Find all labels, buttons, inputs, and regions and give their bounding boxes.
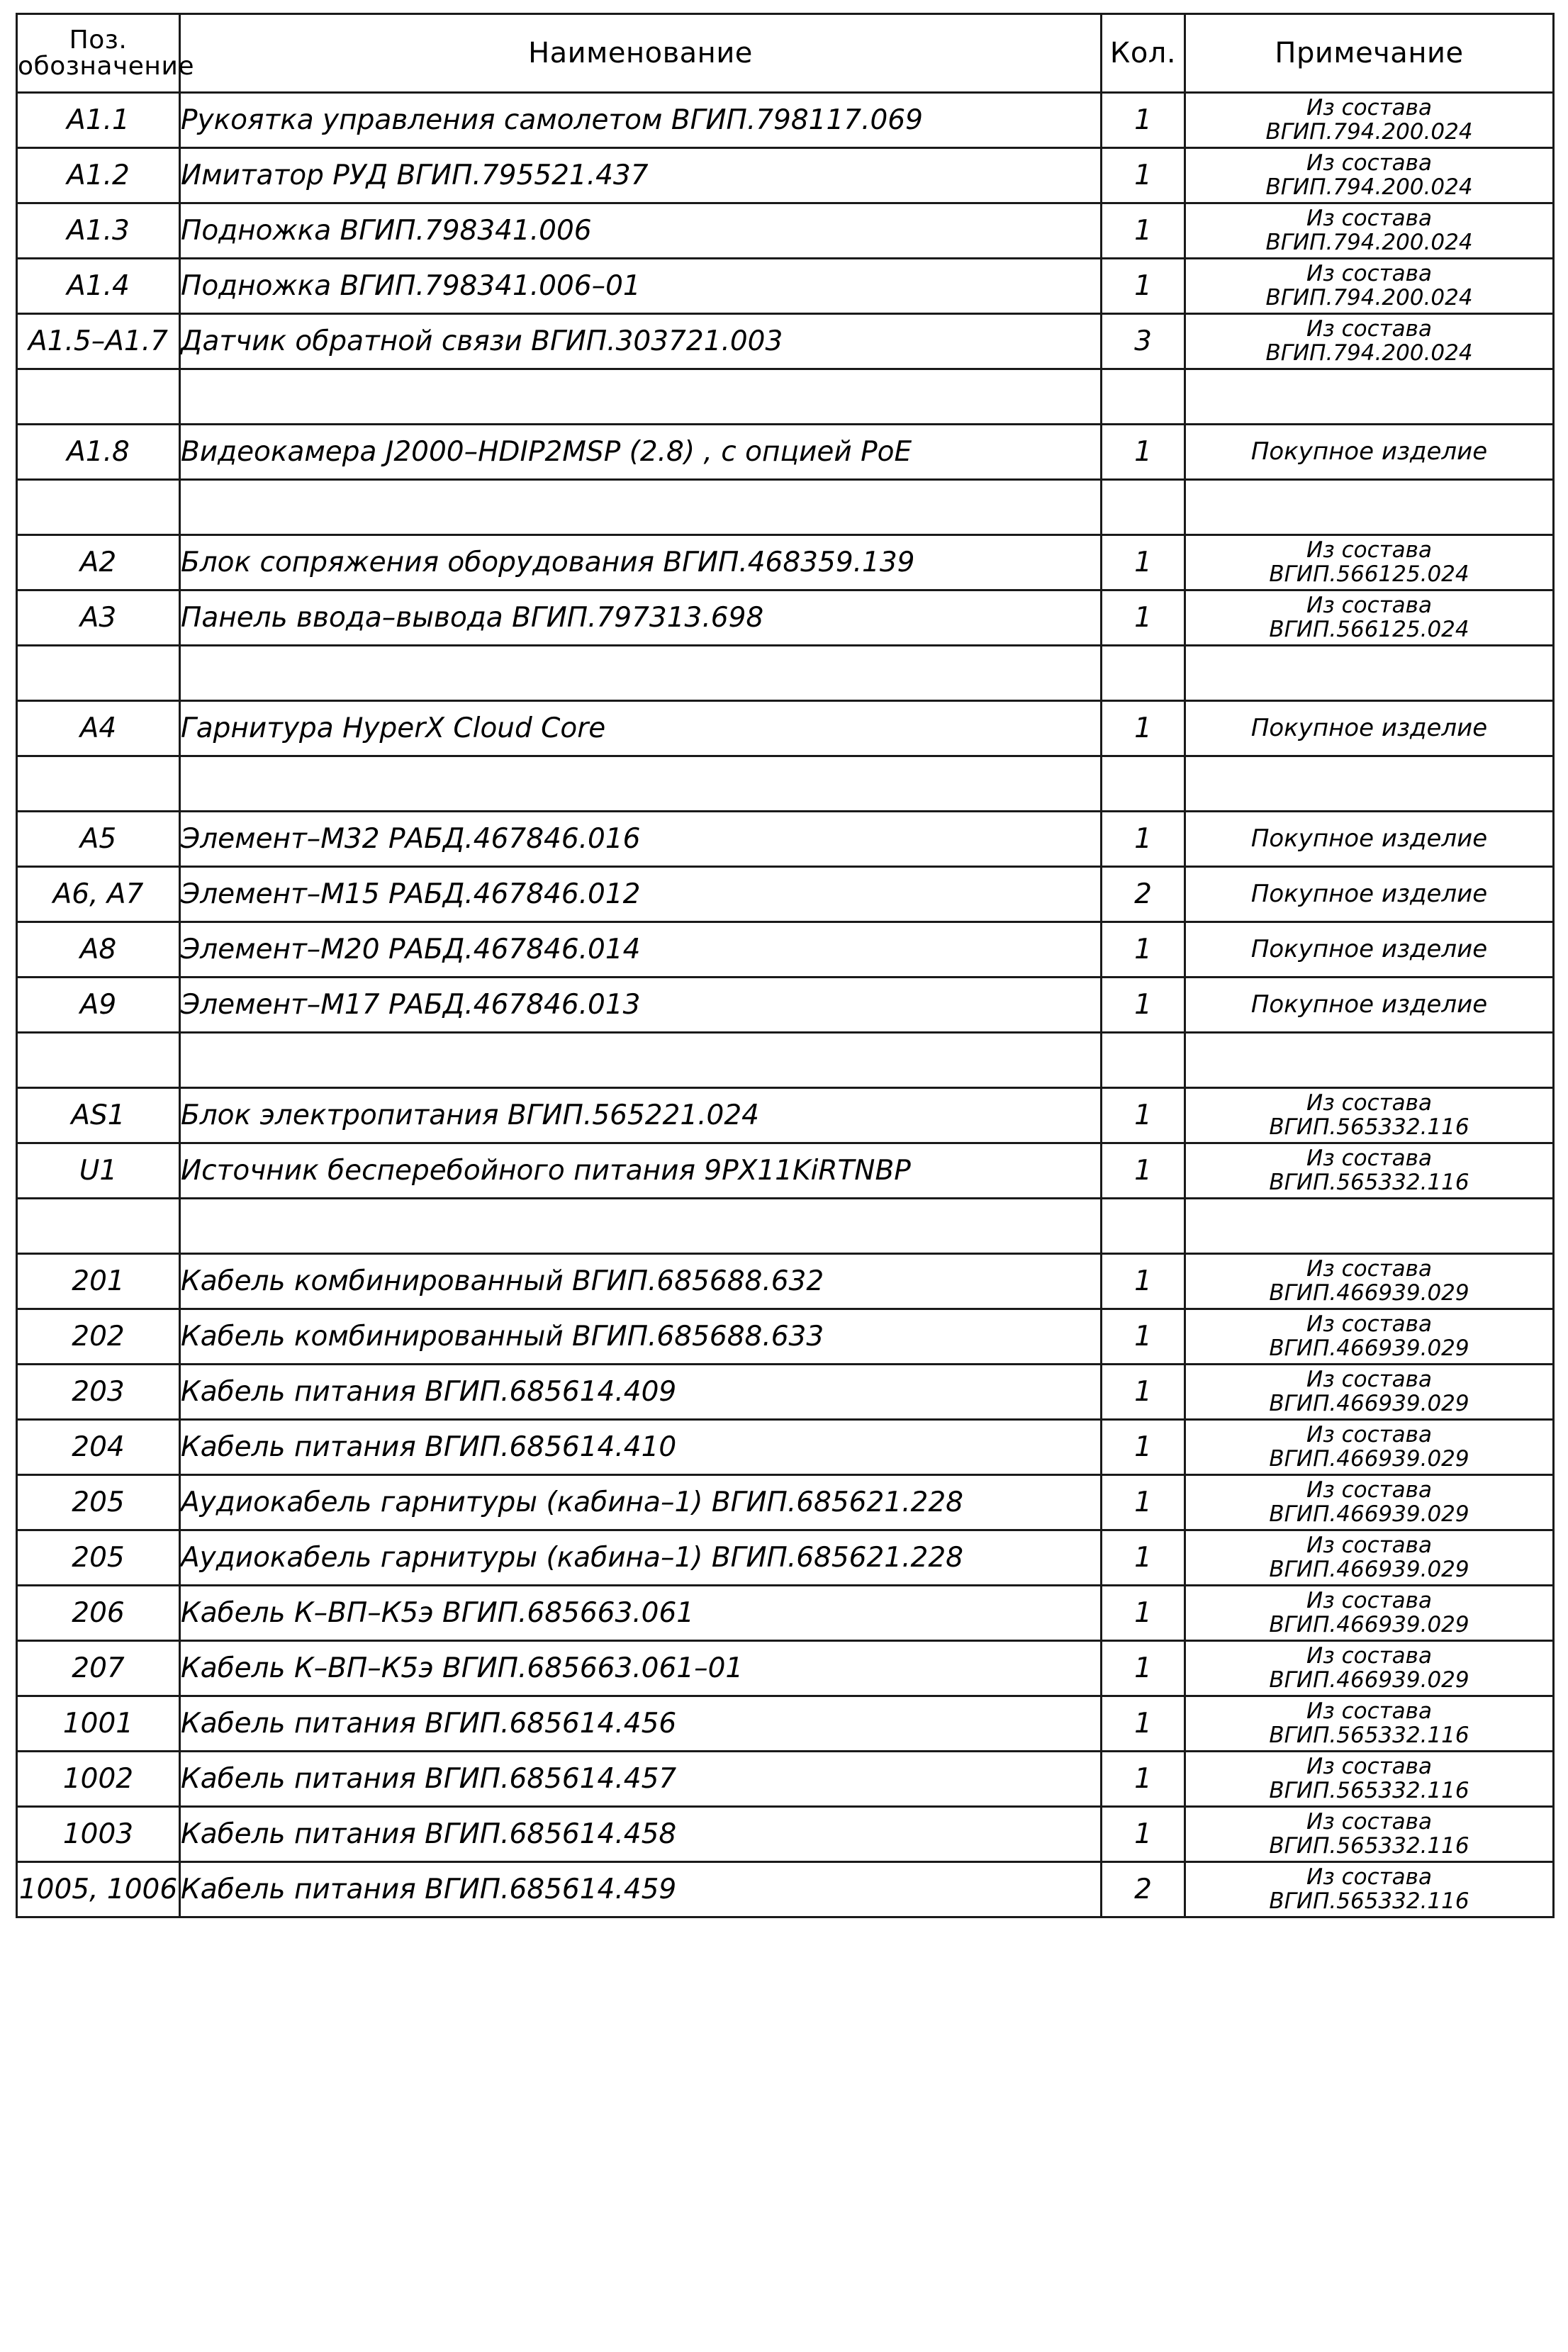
cell-note-line2: ВГИП.565332.116 bbox=[1269, 1832, 1469, 1859]
cell-note-line1: Из состава bbox=[1306, 1090, 1432, 1116]
cell-note bbox=[1185, 1586, 1554, 1641]
table-row bbox=[17, 590, 1554, 646]
table-spacer-row bbox=[17, 1199, 1554, 1254]
table-row bbox=[17, 922, 1554, 978]
cell-note-line1: Из состава bbox=[1306, 1533, 1432, 1559]
cell-name: Аудиокабель гарнитуры (кабина–1) ВГИП.685621.228 bbox=[180, 1530, 1102, 1586]
spacer-cell bbox=[1185, 646, 1554, 701]
cell-note bbox=[1185, 1420, 1554, 1475]
cell-quantity: 1 bbox=[1102, 922, 1185, 978]
spacer-cell bbox=[1185, 756, 1554, 812]
cell-note-line1: Из состава bbox=[1306, 1588, 1432, 1614]
table-row bbox=[17, 1641, 1554, 1696]
spacer-cell bbox=[17, 1033, 180, 1088]
cell-name: Имитатор РУД ВГИП.795521.437 bbox=[180, 148, 1102, 203]
column-header-name: Наименование bbox=[180, 14, 1102, 93]
cell-note-line1: Из состава bbox=[1306, 1698, 1432, 1725]
cell-position: 1003 bbox=[17, 1807, 180, 1862]
spacer-cell bbox=[17, 1199, 180, 1254]
cell-note: Покупное изделие bbox=[1185, 922, 1554, 978]
cell-note-line1: Из состава bbox=[1306, 95, 1432, 121]
cell-note bbox=[1185, 93, 1554, 148]
cell-note bbox=[1185, 148, 1554, 203]
cell-quantity: 1 bbox=[1102, 1530, 1185, 1586]
cell-position: 206 bbox=[17, 1586, 180, 1641]
cell-position: 1002 bbox=[17, 1752, 180, 1807]
cell-quantity: 1 bbox=[1102, 148, 1185, 203]
cell-note-line2: ВГИП.794.200.024 bbox=[1265, 174, 1473, 200]
cell-note-line1: Из состава bbox=[1306, 1477, 1432, 1503]
cell-quantity: 1 bbox=[1102, 1807, 1185, 1862]
cell-position: A1.5–A1.7 bbox=[17, 314, 180, 369]
cell-name: Кабель питания ВГИП.685614.456 bbox=[180, 1696, 1102, 1752]
cell-note: Покупное изделие bbox=[1185, 978, 1554, 1033]
cell-note-line1: Из состава bbox=[1306, 1256, 1432, 1282]
cell-note-line2: ВГИП.466939.029 bbox=[1269, 1279, 1469, 1306]
table-row bbox=[17, 1309, 1554, 1365]
cell-quantity: 2 bbox=[1102, 1862, 1185, 1917]
cell-position: A1.4 bbox=[17, 259, 180, 314]
cell-note-line2: ВГИП.566125.024 bbox=[1269, 561, 1469, 587]
cell-name: Элемент–М20 РАБД.467846.014 bbox=[180, 922, 1102, 978]
table-row bbox=[17, 812, 1554, 867]
cell-note bbox=[1185, 1309, 1554, 1365]
spacer-cell bbox=[180, 1199, 1102, 1254]
cell-note-line1: Из состава bbox=[1306, 1864, 1432, 1891]
table-row bbox=[17, 535, 1554, 590]
table-row bbox=[17, 1862, 1554, 1917]
table-header bbox=[17, 14, 1554, 93]
cell-note-line1: Из состава bbox=[1306, 1146, 1432, 1172]
spacer-cell bbox=[1102, 1033, 1185, 1088]
cell-position: 1005, 1006 bbox=[17, 1862, 180, 1917]
cell-name: Кабель К–ВП–К5э ВГИП.685663.061 bbox=[180, 1586, 1102, 1641]
cell-name: Кабель питания ВГИП.685614.409 bbox=[180, 1365, 1102, 1420]
cell-quantity: 1 bbox=[1102, 590, 1185, 646]
spacer-cell bbox=[180, 756, 1102, 812]
cell-quantity: 1 bbox=[1102, 203, 1185, 259]
cell-quantity: 1 bbox=[1102, 1143, 1185, 1199]
cell-quantity: 1 bbox=[1102, 812, 1185, 867]
table-body bbox=[17, 93, 1554, 1917]
table-row bbox=[17, 1254, 1554, 1309]
table-row bbox=[17, 1365, 1554, 1420]
column-header-position-line1: Поз. bbox=[69, 25, 128, 55]
cell-quantity: 1 bbox=[1102, 978, 1185, 1033]
spacer-cell bbox=[1185, 369, 1554, 425]
table-row bbox=[17, 1530, 1554, 1586]
cell-name: Рукоятка управления самолетом ВГИП.798117.069 bbox=[180, 93, 1102, 148]
cell-name: Кабель К–ВП–К5э ВГИП.685663.061–01 bbox=[180, 1641, 1102, 1696]
spacer-cell bbox=[1185, 1033, 1554, 1088]
cell-quantity: 1 bbox=[1102, 1475, 1185, 1530]
cell-name: Блок сопряжения оборудования ВГИП.468359.139 bbox=[180, 535, 1102, 590]
cell-quantity: 3 bbox=[1102, 314, 1185, 369]
cell-position: 205 bbox=[17, 1475, 180, 1530]
cell-position: 207 bbox=[17, 1641, 180, 1696]
table-row bbox=[17, 1420, 1554, 1475]
cell-position: 201 bbox=[17, 1254, 180, 1309]
cell-note-line2: ВГИП.794.200.024 bbox=[1265, 340, 1473, 366]
cell-quantity: 1 bbox=[1102, 535, 1185, 590]
table-row bbox=[17, 1696, 1554, 1752]
spacer-cell bbox=[1102, 646, 1185, 701]
cell-note-line1: Из состава bbox=[1306, 150, 1432, 177]
cell-note bbox=[1185, 1365, 1554, 1420]
cell-note-line2: ВГИП.565332.116 bbox=[1269, 1722, 1469, 1748]
table-row bbox=[17, 1586, 1554, 1641]
cell-note: Покупное изделие bbox=[1185, 812, 1554, 867]
table-row bbox=[17, 1088, 1554, 1143]
cell-name: Видеокамера J2000–HDIP2MSP (2.8) , с опцией PoE bbox=[180, 425, 1102, 480]
cell-position: 205 bbox=[17, 1530, 180, 1586]
cell-note-line2: ВГИП.466939.029 bbox=[1269, 1556, 1469, 1582]
cell-note bbox=[1185, 1752, 1554, 1807]
cell-note bbox=[1185, 1088, 1554, 1143]
column-header-note: Примечание bbox=[1185, 14, 1554, 93]
cell-name: Блок электропитания ВГИП.565221.024 bbox=[180, 1088, 1102, 1143]
cell-note-line2: ВГИП.794.200.024 bbox=[1265, 229, 1473, 255]
cell-name: Кабель питания ВГИП.685614.458 bbox=[180, 1807, 1102, 1862]
column-header-position bbox=[17, 14, 194, 93]
cell-name: Элемент–М15 РАБД.467846.012 bbox=[180, 867, 1102, 922]
table-row bbox=[17, 978, 1554, 1033]
cell-note-line2: ВГИП.565332.116 bbox=[1269, 1888, 1469, 1914]
cell-name: Кабель питания ВГИП.685614.410 bbox=[180, 1420, 1102, 1475]
cell-note-line1: Из состава bbox=[1306, 1367, 1432, 1393]
cell-position: A1.3 bbox=[17, 203, 180, 259]
cell-name: Элемент–М32 РАБД.467846.016 bbox=[180, 812, 1102, 867]
cell-name: Гарнитура HyperX Cloud Core bbox=[180, 701, 1102, 756]
cell-note: Покупное изделие bbox=[1185, 425, 1554, 480]
cell-note-line1: Из состава bbox=[1306, 1809, 1432, 1835]
table-spacer-row bbox=[17, 369, 1554, 425]
cell-note-line1: Из состава bbox=[1306, 1311, 1432, 1338]
cell-position: A1.2 bbox=[17, 148, 180, 203]
cell-note bbox=[1185, 590, 1554, 646]
cell-note-line1: Из состава bbox=[1306, 1643, 1432, 1669]
cell-note-line1: Из состава bbox=[1306, 261, 1432, 287]
cell-quantity: 1 bbox=[1102, 1752, 1185, 1807]
cell-name: Подножка ВГИП.798341.006–01 bbox=[180, 259, 1102, 314]
cell-quantity: 1 bbox=[1102, 1641, 1185, 1696]
cell-note-line2: ВГИП.794.200.024 bbox=[1265, 284, 1473, 310]
cell-note-line2: ВГИП.566125.024 bbox=[1269, 616, 1469, 642]
table-row bbox=[17, 1143, 1554, 1199]
cell-position: A9 bbox=[17, 978, 180, 1033]
cell-position: A4 bbox=[17, 701, 180, 756]
cell-position: 202 bbox=[17, 1309, 180, 1365]
cell-quantity: 1 bbox=[1102, 701, 1185, 756]
table-row bbox=[17, 203, 1554, 259]
table-header-row bbox=[17, 14, 1554, 93]
table-spacer-row bbox=[17, 480, 1554, 535]
cell-quantity: 1 bbox=[1102, 1088, 1185, 1143]
cell-note-line2: ВГИП.466939.029 bbox=[1269, 1501, 1469, 1527]
cell-note-line2: ВГИП.565332.116 bbox=[1269, 1114, 1469, 1140]
cell-name: Аудиокабель гарнитуры (кабина–1) ВГИП.685621.228 bbox=[180, 1475, 1102, 1530]
cell-position: 204 bbox=[17, 1420, 180, 1475]
cell-quantity: 1 bbox=[1102, 1254, 1185, 1309]
cell-quantity: 1 bbox=[1102, 1365, 1185, 1420]
cell-quantity: 1 bbox=[1102, 1420, 1185, 1475]
cell-note bbox=[1185, 1530, 1554, 1586]
spacer-cell bbox=[180, 480, 1102, 535]
spacer-cell bbox=[17, 756, 180, 812]
cell-quantity: 1 bbox=[1102, 1586, 1185, 1641]
spacer-cell bbox=[1185, 480, 1554, 535]
cell-quantity: 2 bbox=[1102, 867, 1185, 922]
table-row bbox=[17, 259, 1554, 314]
cell-note-line1: Из состава bbox=[1306, 1754, 1432, 1780]
table-spacer-row bbox=[17, 756, 1554, 812]
table-spacer-row bbox=[17, 1033, 1554, 1088]
table-row bbox=[17, 1752, 1554, 1807]
cell-position: 1001 bbox=[17, 1696, 180, 1752]
spacer-cell bbox=[1102, 756, 1185, 812]
column-header-quantity: Кол. bbox=[1102, 14, 1185, 93]
cell-note: Покупное изделие bbox=[1185, 701, 1554, 756]
cell-quantity: 1 bbox=[1102, 259, 1185, 314]
table-row bbox=[17, 148, 1554, 203]
cell-note-line1: Из состава bbox=[1306, 316, 1432, 342]
spacer-cell bbox=[17, 646, 180, 701]
cell-position: A6, A7 bbox=[17, 867, 180, 922]
cell-name: Кабель питания ВГИП.685614.457 bbox=[180, 1752, 1102, 1807]
cell-note bbox=[1185, 1143, 1554, 1199]
cell-note bbox=[1185, 203, 1554, 259]
cell-note-line2: ВГИП.466939.029 bbox=[1269, 1390, 1469, 1416]
table-row bbox=[17, 701, 1554, 756]
cell-position: A1.1 bbox=[17, 93, 180, 148]
cell-name: Датчик обратной связи ВГИП.303721.003 bbox=[180, 314, 1102, 369]
cell-position: A2 bbox=[17, 535, 180, 590]
cell-quantity: 1 bbox=[1102, 1309, 1185, 1365]
cell-note-line1: Из состава bbox=[1306, 1422, 1432, 1448]
specification-table bbox=[16, 13, 1555, 1918]
table-row bbox=[17, 1475, 1554, 1530]
table-row bbox=[17, 314, 1554, 369]
cell-note bbox=[1185, 314, 1554, 369]
cell-name: Элемент–М17 РАБД.467846.013 bbox=[180, 978, 1102, 1033]
column-header-position-line2: обозначение bbox=[18, 52, 194, 81]
cell-name: Кабель комбинированный ВГИП.685688.633 bbox=[180, 1309, 1102, 1365]
cell-position: A1.8 bbox=[17, 425, 180, 480]
cell-quantity: 1 bbox=[1102, 425, 1185, 480]
cell-note bbox=[1185, 259, 1554, 314]
table-row bbox=[17, 93, 1554, 148]
cell-note-line1: Из состава bbox=[1306, 206, 1432, 232]
cell-note bbox=[1185, 1807, 1554, 1862]
cell-note bbox=[1185, 1641, 1554, 1696]
cell-name: Кабель комбинированный ВГИП.685688.632 bbox=[180, 1254, 1102, 1309]
cell-name: Панель ввода–вывода ВГИП.797313.698 bbox=[180, 590, 1102, 646]
cell-position: 203 bbox=[17, 1365, 180, 1420]
cell-note-line1: Из состава bbox=[1306, 593, 1432, 619]
spacer-cell bbox=[1102, 480, 1185, 535]
table-row bbox=[17, 867, 1554, 922]
spacer-cell bbox=[180, 646, 1102, 701]
cell-note-line2: ВГИП.565332.116 bbox=[1269, 1169, 1469, 1195]
cell-quantity: 1 bbox=[1102, 93, 1185, 148]
cell-position: A8 bbox=[17, 922, 180, 978]
spacer-cell bbox=[17, 369, 180, 425]
cell-note bbox=[1185, 1696, 1554, 1752]
spacer-cell bbox=[180, 369, 1102, 425]
table-spacer-row bbox=[17, 646, 1554, 701]
cell-note bbox=[1185, 1475, 1554, 1530]
cell-position: A3 bbox=[17, 590, 180, 646]
table-row bbox=[17, 425, 1554, 480]
cell-note bbox=[1185, 1254, 1554, 1309]
table-row bbox=[17, 1807, 1554, 1862]
cell-position: A5 bbox=[17, 812, 180, 867]
cell-note: Покупное изделие bbox=[1185, 867, 1554, 922]
cell-name: Источник бесперебойного питания 9PX11KiRTNBP bbox=[180, 1143, 1102, 1199]
cell-note-line1: Из состава bbox=[1306, 537, 1432, 564]
cell-position: AS1 bbox=[17, 1088, 180, 1143]
spacer-cell bbox=[1185, 1199, 1554, 1254]
spacer-cell bbox=[1102, 369, 1185, 425]
cell-name: Подножка ВГИП.798341.006 bbox=[180, 203, 1102, 259]
spacer-cell bbox=[180, 1033, 1102, 1088]
cell-note-line2: ВГИП.466939.029 bbox=[1269, 1611, 1469, 1637]
spacer-cell bbox=[1102, 1199, 1185, 1254]
cell-note-line2: ВГИП.466939.029 bbox=[1269, 1445, 1469, 1472]
cell-note bbox=[1185, 535, 1554, 590]
spacer-cell bbox=[17, 480, 180, 535]
cell-note bbox=[1185, 1862, 1554, 1917]
cell-position: U1 bbox=[17, 1143, 180, 1199]
cell-note-line2: ВГИП.466939.029 bbox=[1269, 1667, 1469, 1693]
cell-note-line2: ВГИП.794.200.024 bbox=[1265, 118, 1473, 145]
cell-note-line2: ВГИП.466939.029 bbox=[1269, 1335, 1469, 1361]
cell-note-line2: ВГИП.565332.116 bbox=[1269, 1777, 1469, 1803]
cell-name: Кабель питания ВГИП.685614.459 bbox=[180, 1862, 1102, 1917]
cell-quantity: 1 bbox=[1102, 1696, 1185, 1752]
